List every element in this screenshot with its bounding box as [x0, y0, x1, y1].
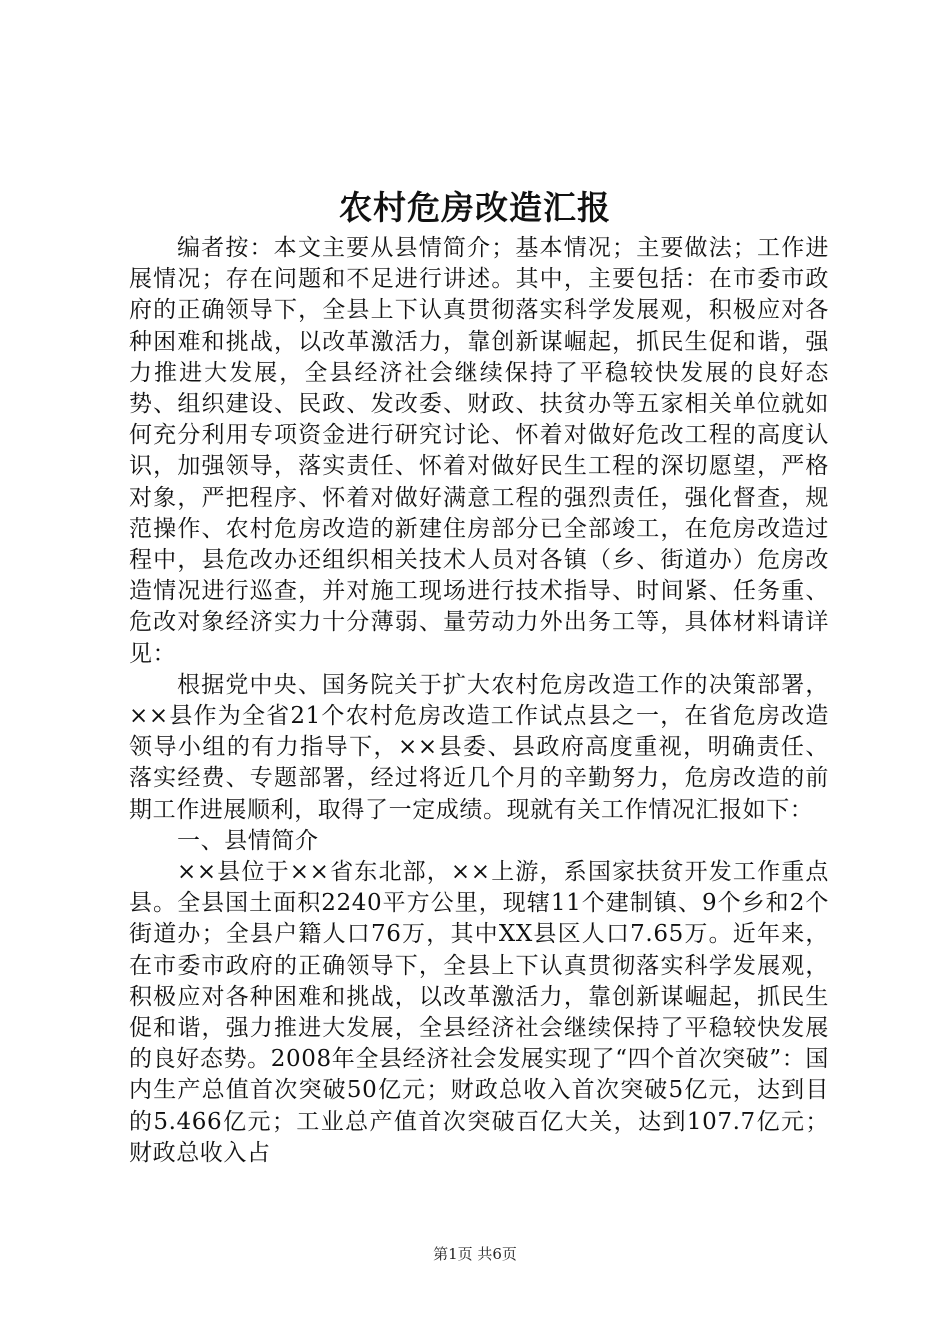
- document-title: 农村危房改造汇报: [339, 188, 611, 227]
- page-number-footer: 第1页 共6页: [433, 1245, 517, 1263]
- document-body: [129, 233, 829, 1169]
- intro-paragraph: 根据党中央、国务院关于扩大农村危房改造工作的决策部署，××县作为全省21个农村危房改造工作试点县之一，在省危房改造领导小组的有力指导下，××县委、县政府高度重视，明确责任、落实经费、专题部署，经过将近几个月的辛勤努力，危房改造的前期工作进展顺利，取得了一定成绩。现就有关工作情况汇报如下：: [129, 671, 829, 823]
- county-overview-paragraph: ××县位于××省东北部，××上游，系国家扶贫开发工作重点县。全县国土面积2240平方公里，现辖11个建制镇、9个乡和2个街道办；全县户籍人口76万，其中XX县区人口7.65万。近年来，在市委市政府的正确领导下，全县上下认真贯彻落实科学发展观，积极应对各种困难和挑战，以改革激活力，靠创新谋崛起，抓民生促和谐，强力推进大发展，全县经济社会继续保持了平稳较快发展的良好态势。2008年全县经济社会发展实现了“四个首次突破”：国内生产总值首次突破50亿元；财政总收入首次突破5亿元，达到目的5.466亿元；工业总产值首次突破百亿大关，达到107.7亿元；财政总收入占: [129, 859, 829, 1166]
- editor-note-paragraph: 编者按：本文主要从县情简介；基本情况；主要做法；工作进展情况；存在问题和不足进行讲述。其中，主要包括：在市委市政府的正确领导下，全县上下认真贯彻落实科学发展观，积极应对各种困难和挑战，以改革激活力，靠创新谋崛起，抓民生促和谐，强力推进大发展，全县经济社会继续保持了平稳较快发展的良好态势、组织建设、民政、发改委、财政、扶贫办等五家相关单位就如何充分利用专项资金进行研究讨论、怀着对做好危改工程的高度认识，加强领导，落实责任、怀着对做好民生工程的深切愿望，严格对象，严把程序、怀着对做好满意工程的强烈责任，强化督查，规范操作、农村危房改造的新建住房部分已全部竣工，在危房改造过程中，县危改办还组织相关技术人员对各镇（乡、街道办）危房改造情况进行巡查，并对施工现场进行技术指导、时间紧、任务重、危改对象经济实力十分薄弱、量劳动力外出务工等，具体材料请详见：: [129, 235, 829, 667]
- section-heading: 一、县情简介: [177, 827, 319, 854]
